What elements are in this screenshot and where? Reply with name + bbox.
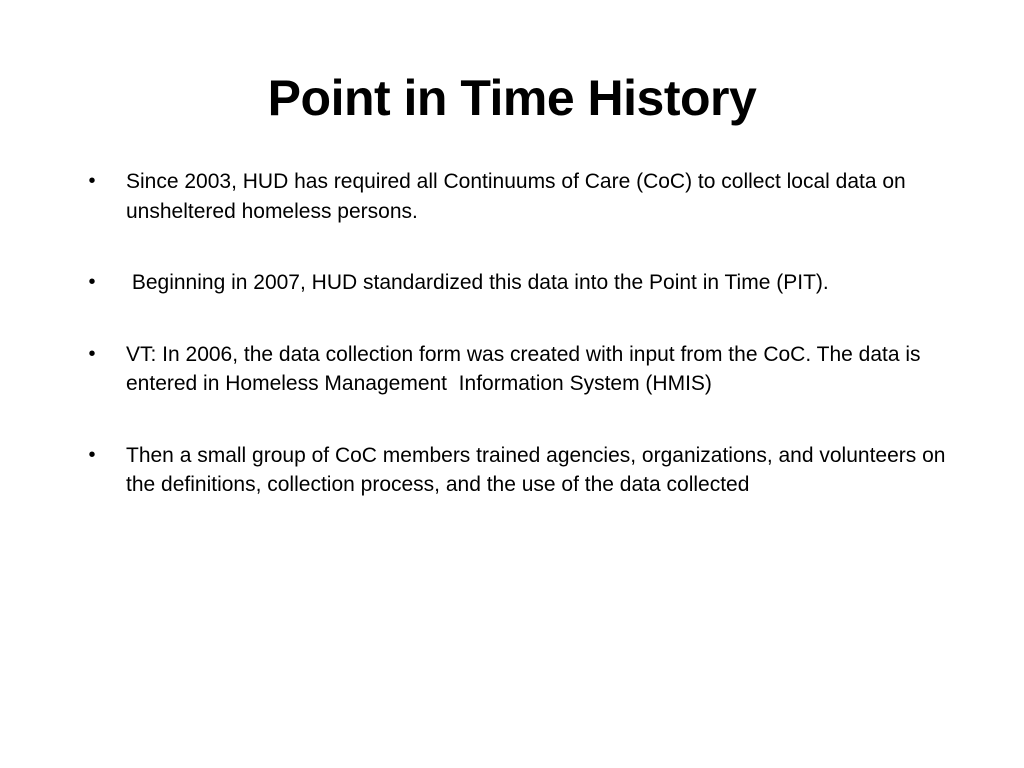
bullet-text-4: Then a small group of CoC members trained agencies, organizations, and volunteers on the definitions, collection process, and the use of the data collected xyxy=(126,443,952,496)
bullet-item-2 xyxy=(84,268,964,298)
bullet-item-1 xyxy=(84,167,964,226)
bullet-item-4 xyxy=(84,441,964,500)
bullet-dot-icon: • xyxy=(88,170,96,192)
bullet-dot-icon: • xyxy=(88,342,96,365)
bullet-text-1: Since 2003, HUD has required all Continuums of Care (CoC) to collect local data on unsheltered homeless persons. xyxy=(126,170,912,223)
bullet-text-3: VT: In 2006, the data collection form was created with input from the CoC. The data is entered in Homeless Management Information System (HMIS) xyxy=(126,342,927,395)
bullet-dot-icon: • xyxy=(88,443,96,466)
bullet-list xyxy=(84,167,964,542)
bullet-dot-icon: • xyxy=(88,271,96,293)
bullet-text-2: Beginning in 2007, HUD standardized this data into the Point in Time (PIT). xyxy=(126,271,829,294)
slide-title: Point in Time History xyxy=(267,70,757,126)
bullet-item-3 xyxy=(84,340,964,399)
